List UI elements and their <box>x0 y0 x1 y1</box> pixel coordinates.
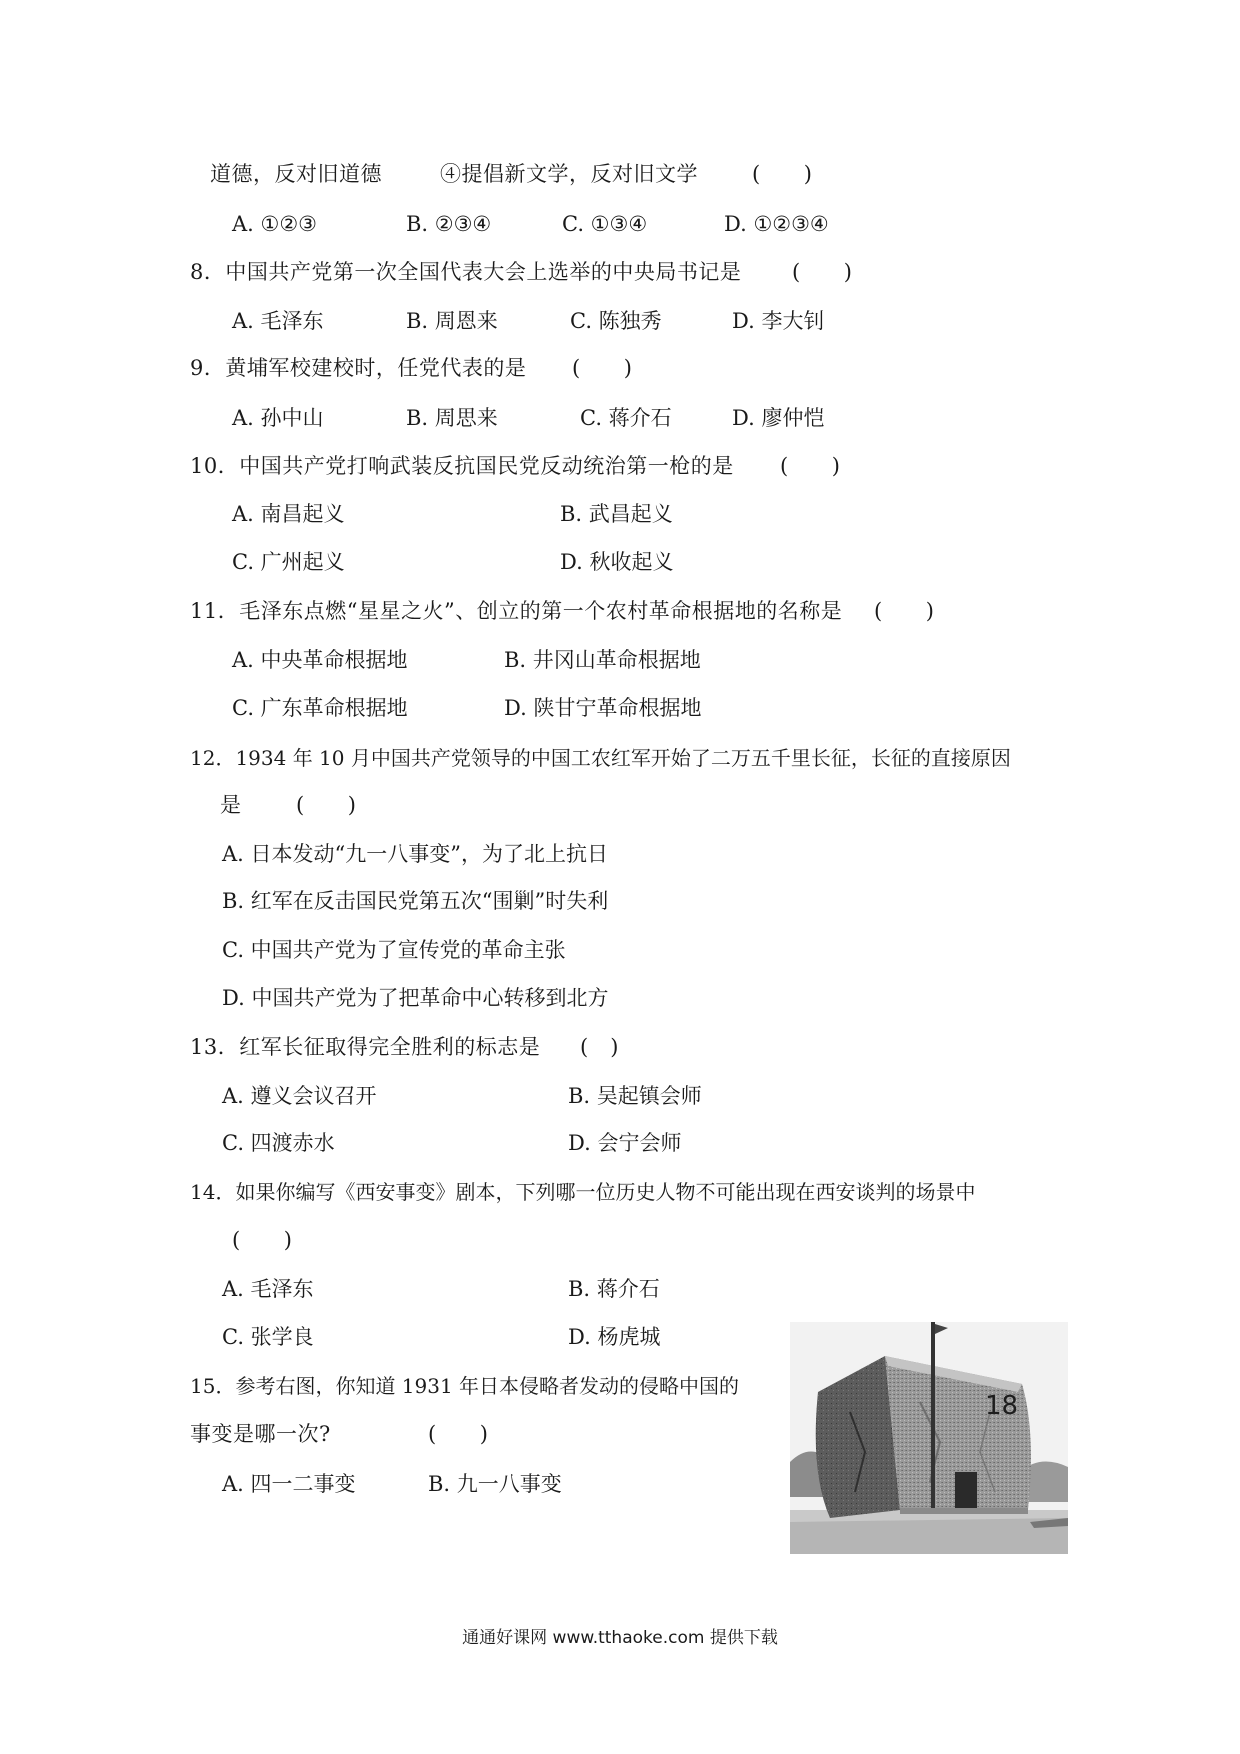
q13-option-c: C. 四渡赤水 <box>222 1131 335 1155</box>
q8-option-c: C. 陈独秀 <box>570 309 662 333</box>
q8-option-d: D. 李大钊 <box>732 309 825 333</box>
q12-option-d: D. 中国共产党为了把革命中心转移到北方 <box>222 986 609 1010</box>
q9-option-c: C. 蒋介石 <box>580 406 672 430</box>
q9-stem: 9．黄埔军校建校时，任党代表的是 <box>190 356 527 380</box>
page-footer: 通通好课网 www.tthaoke.com 提供下载 <box>462 1628 778 1648</box>
q12-option-b: B. 红军在反击国民党第五次“围剿”时失利 <box>222 889 609 913</box>
q7-option-b: B. ②③④ <box>406 212 492 236</box>
q9-option-a: A. 孙中山 <box>232 406 324 430</box>
q13-option-b: B. 吴起镇会师 <box>568 1084 702 1108</box>
q10-option-d: D. 秋收起义 <box>560 550 674 574</box>
q13-option-d: D. 会宁会师 <box>568 1131 682 1155</box>
monument-photo <box>790 1322 1068 1554</box>
q10-option-c: C. 广州起义 <box>232 550 345 574</box>
q7-option-a: A. ①②③ <box>232 212 317 236</box>
q11-option-b: B. 井冈山革命根据地 <box>504 648 701 672</box>
q7-option-c: C. ①③④ <box>562 212 648 236</box>
q14-stem: 14．如果你编写《西安事变》剧本，下列哪一位历史人物不可能出现在西安谈判的场景中 <box>190 1180 976 1204</box>
q8-option-a: A. 毛泽东 <box>232 309 324 333</box>
q9-option-d: D. 廖仲恺 <box>732 406 825 430</box>
q13-option-a: A. 遵义会议召开 <box>222 1084 377 1108</box>
q10-option-b: B. 武昌起义 <box>560 502 673 526</box>
q10-stem: 10．中国共产党打响武装反抗国民党反动统治第一枪的是 <box>190 454 734 478</box>
q14-option-b: B. 蒋介石 <box>568 1277 660 1301</box>
q10-option-a: A. 南昌起义 <box>232 502 345 526</box>
q10-answer-paren: ( ) <box>780 454 841 478</box>
q11-option-c: C. 广东革命根据地 <box>232 696 408 720</box>
q15-option-a: A. 四一二事变 <box>222 1472 356 1496</box>
q7-continuation: 道德，反对旧道德 <box>210 162 382 186</box>
q15-stem-continuation: 事变是哪一次? <box>190 1422 331 1446</box>
q9-answer-paren: ( ) <box>572 356 633 380</box>
q11-stem: 11．毛泽东点燃“星星之火”、创立的第一个农村革命根据地的名称是 <box>190 599 843 623</box>
monument-number: 18 <box>985 1391 1019 1421</box>
q15-stem: 15．参考右图，你知道 1931 年日本侵略者发动的侵略中国的 <box>190 1374 740 1398</box>
q7-option-d: D. ①②③④ <box>724 212 829 236</box>
q12-option-c: C. 中国共产党为了宣传党的革命主张 <box>222 938 566 962</box>
q11-answer-paren: ( ) <box>874 599 935 623</box>
q13-answer-paren: ( ) <box>580 1035 619 1059</box>
q12-answer-paren: ( ) <box>296 793 357 817</box>
q13-stem: 13．红军长征取得完全胜利的标志是 <box>190 1035 541 1059</box>
q15-option-b: B. 九一八事变 <box>428 1472 562 1496</box>
q8-option-b: B. 周恩来 <box>406 309 498 333</box>
q11-option-d: D. 陕甘宁革命根据地 <box>504 696 702 720</box>
q12-stem: 12．1934 年 10 月中国共产党领导的中国工农红军开始了二万五千里长征，长征的直接原因 <box>190 746 1011 770</box>
q15-answer-paren: ( ) <box>428 1422 489 1446</box>
q14-option-a: A. 毛泽东 <box>222 1277 314 1301</box>
q14-option-d: D. 杨虎城 <box>568 1325 661 1349</box>
q12-stem-continuation: 是 <box>220 793 242 817</box>
q9-option-b: B. 周思来 <box>406 406 498 430</box>
q7-item4: ④提倡新文学，反对旧文学 <box>440 162 698 186</box>
q7-answer-paren: ( ) <box>752 162 813 186</box>
q8-stem: 8．中国共产党第一次全国代表大会上选举的中央局书记是 <box>190 260 742 284</box>
q12-option-a: A. 日本发动“九一八事变”，为了北上抗日 <box>222 842 608 866</box>
q8-answer-paren: ( ) <box>792 260 853 284</box>
q11-option-a: A. 中央革命根据地 <box>232 648 408 672</box>
q14-option-c: C. 张学良 <box>222 1325 314 1349</box>
q14-answer-paren: ( ) <box>232 1228 293 1252</box>
